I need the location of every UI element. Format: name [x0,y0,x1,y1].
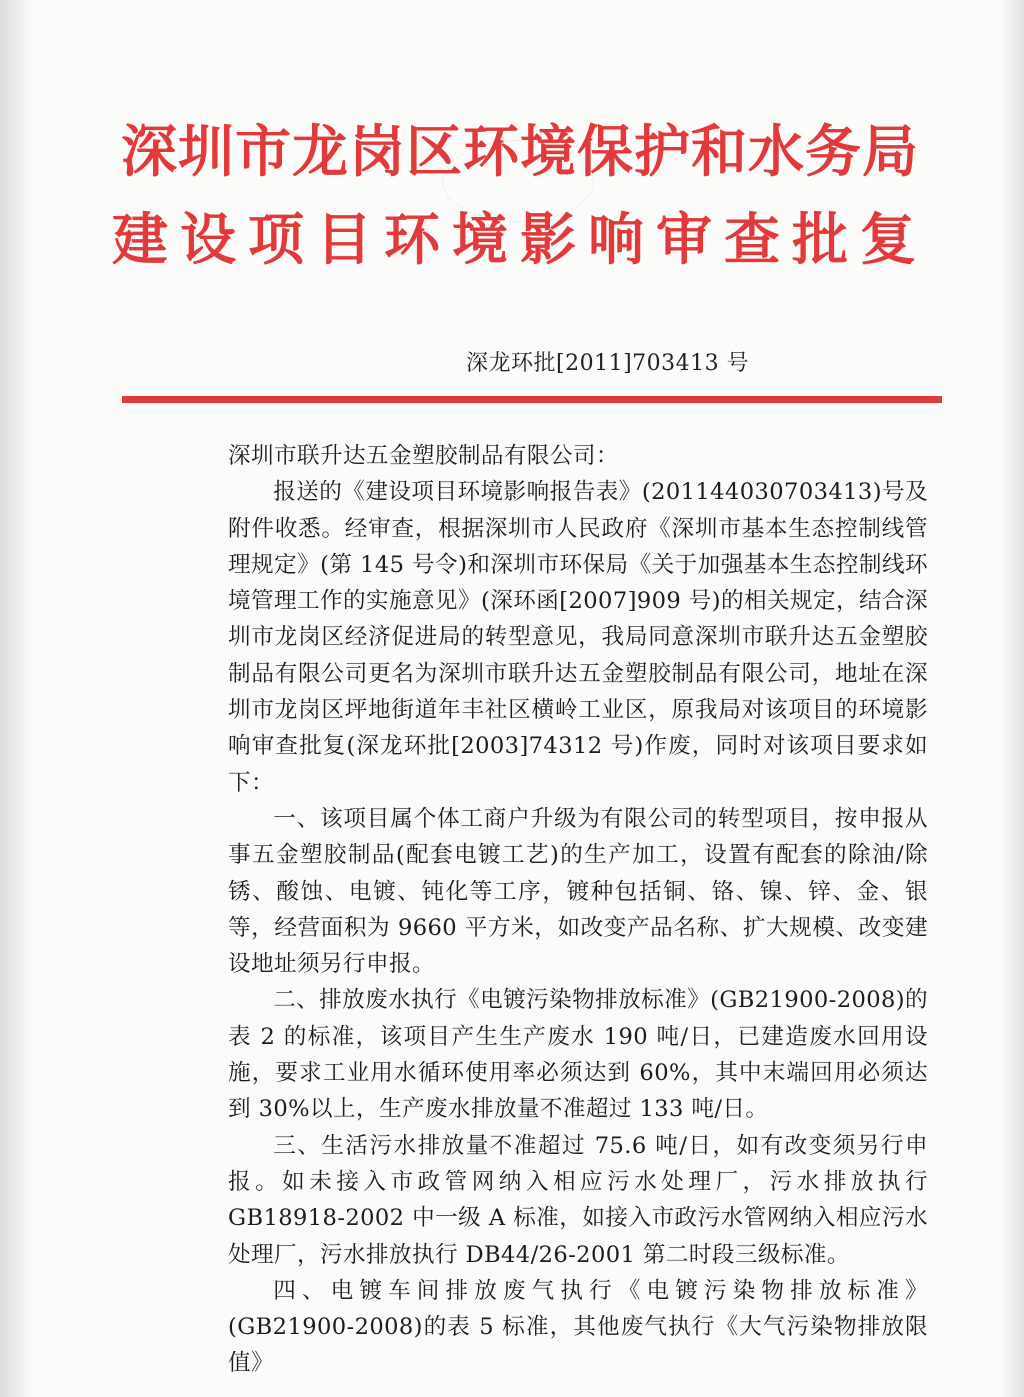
paragraph-item-2: 二、排放废水执行《电镀污染物排放标准》(GB21900-2008)的表 2 的标准，该项目产生生产废水 190 吨/日，已建造废水回用设施，要求工业用水循环使用率必须达到 60%，其中末端回用必须达到 30%以上，生产废水排放量不准超过 133 吨/日。 [228,987,928,1123]
document-number: 深龙环批[2011]703413 号 [466,351,750,376]
document-body [228,438,928,1382]
red-divider-rule [122,396,942,403]
paragraph-item-3: 三、生活污水排放量不准超过 75.6 吨/日，如有改变须另行申报。如未接入市政管网纳入相应污水处理厂，污水排放执行 GB18918-2002 中一级 A 标准，如接入市政污水管网纳入相应污水处理厂，污水排放执行 DB44/26-2001 第二时段三级标准。 [228,1132,928,1268]
addressee: 深圳市联升达五金塑胶制品有限公司： [228,443,619,469]
paragraph-intro: 报送的《建设项目环境影响报告表》(201144030703413)号及附件收悉。经审查，根据深圳市人民政府《深圳市基本生态控制线管理规定》(第 145 号令)和深圳市环保局《关于加强基本生态控制线环境管理工作的实施意见》(深环函[2007]909 号)的相关规定，结合深圳市龙岗区经济促进局的转型意见，我局同意深圳市联升达五金塑胶制品有限公司更名为深圳市联升达五金塑胶制品有限公司，地址在深圳市龙岗区坪地街道年丰社区横岭工业区，原我局对该项目的环境影响审查批复(深龙环批[2003]74312 号)作废，同时对该项目要求如下： [228,479,928,796]
paragraph-item-4: 四、电镀车间排放废气执行《电镀污染物排放标准》(GB21900-2008)的表 5 标准，其他废气执行《大气污染物排放限值》 [228,1277,928,1377]
header-agency-name: 深圳市龙岗区环境保护和水务局 [121,119,919,185]
paragraph-item-1: 一、该项目属个体工商户升级为有限公司的转型项目，按申报从事五金塑胶制品(配套电镀工艺)的生产加工，设置有配套的除油/除锈、酸蚀、电镀、钝化等工序，镀种包括铜、铬、镍、锌、金、银等，经营面积为 9660 平方米，如改变产品名称、扩大规模、改变建设地址须另行申报。 [228,805,928,978]
header-document-type: 建设项目环境影响审查批复 [112,207,928,273]
